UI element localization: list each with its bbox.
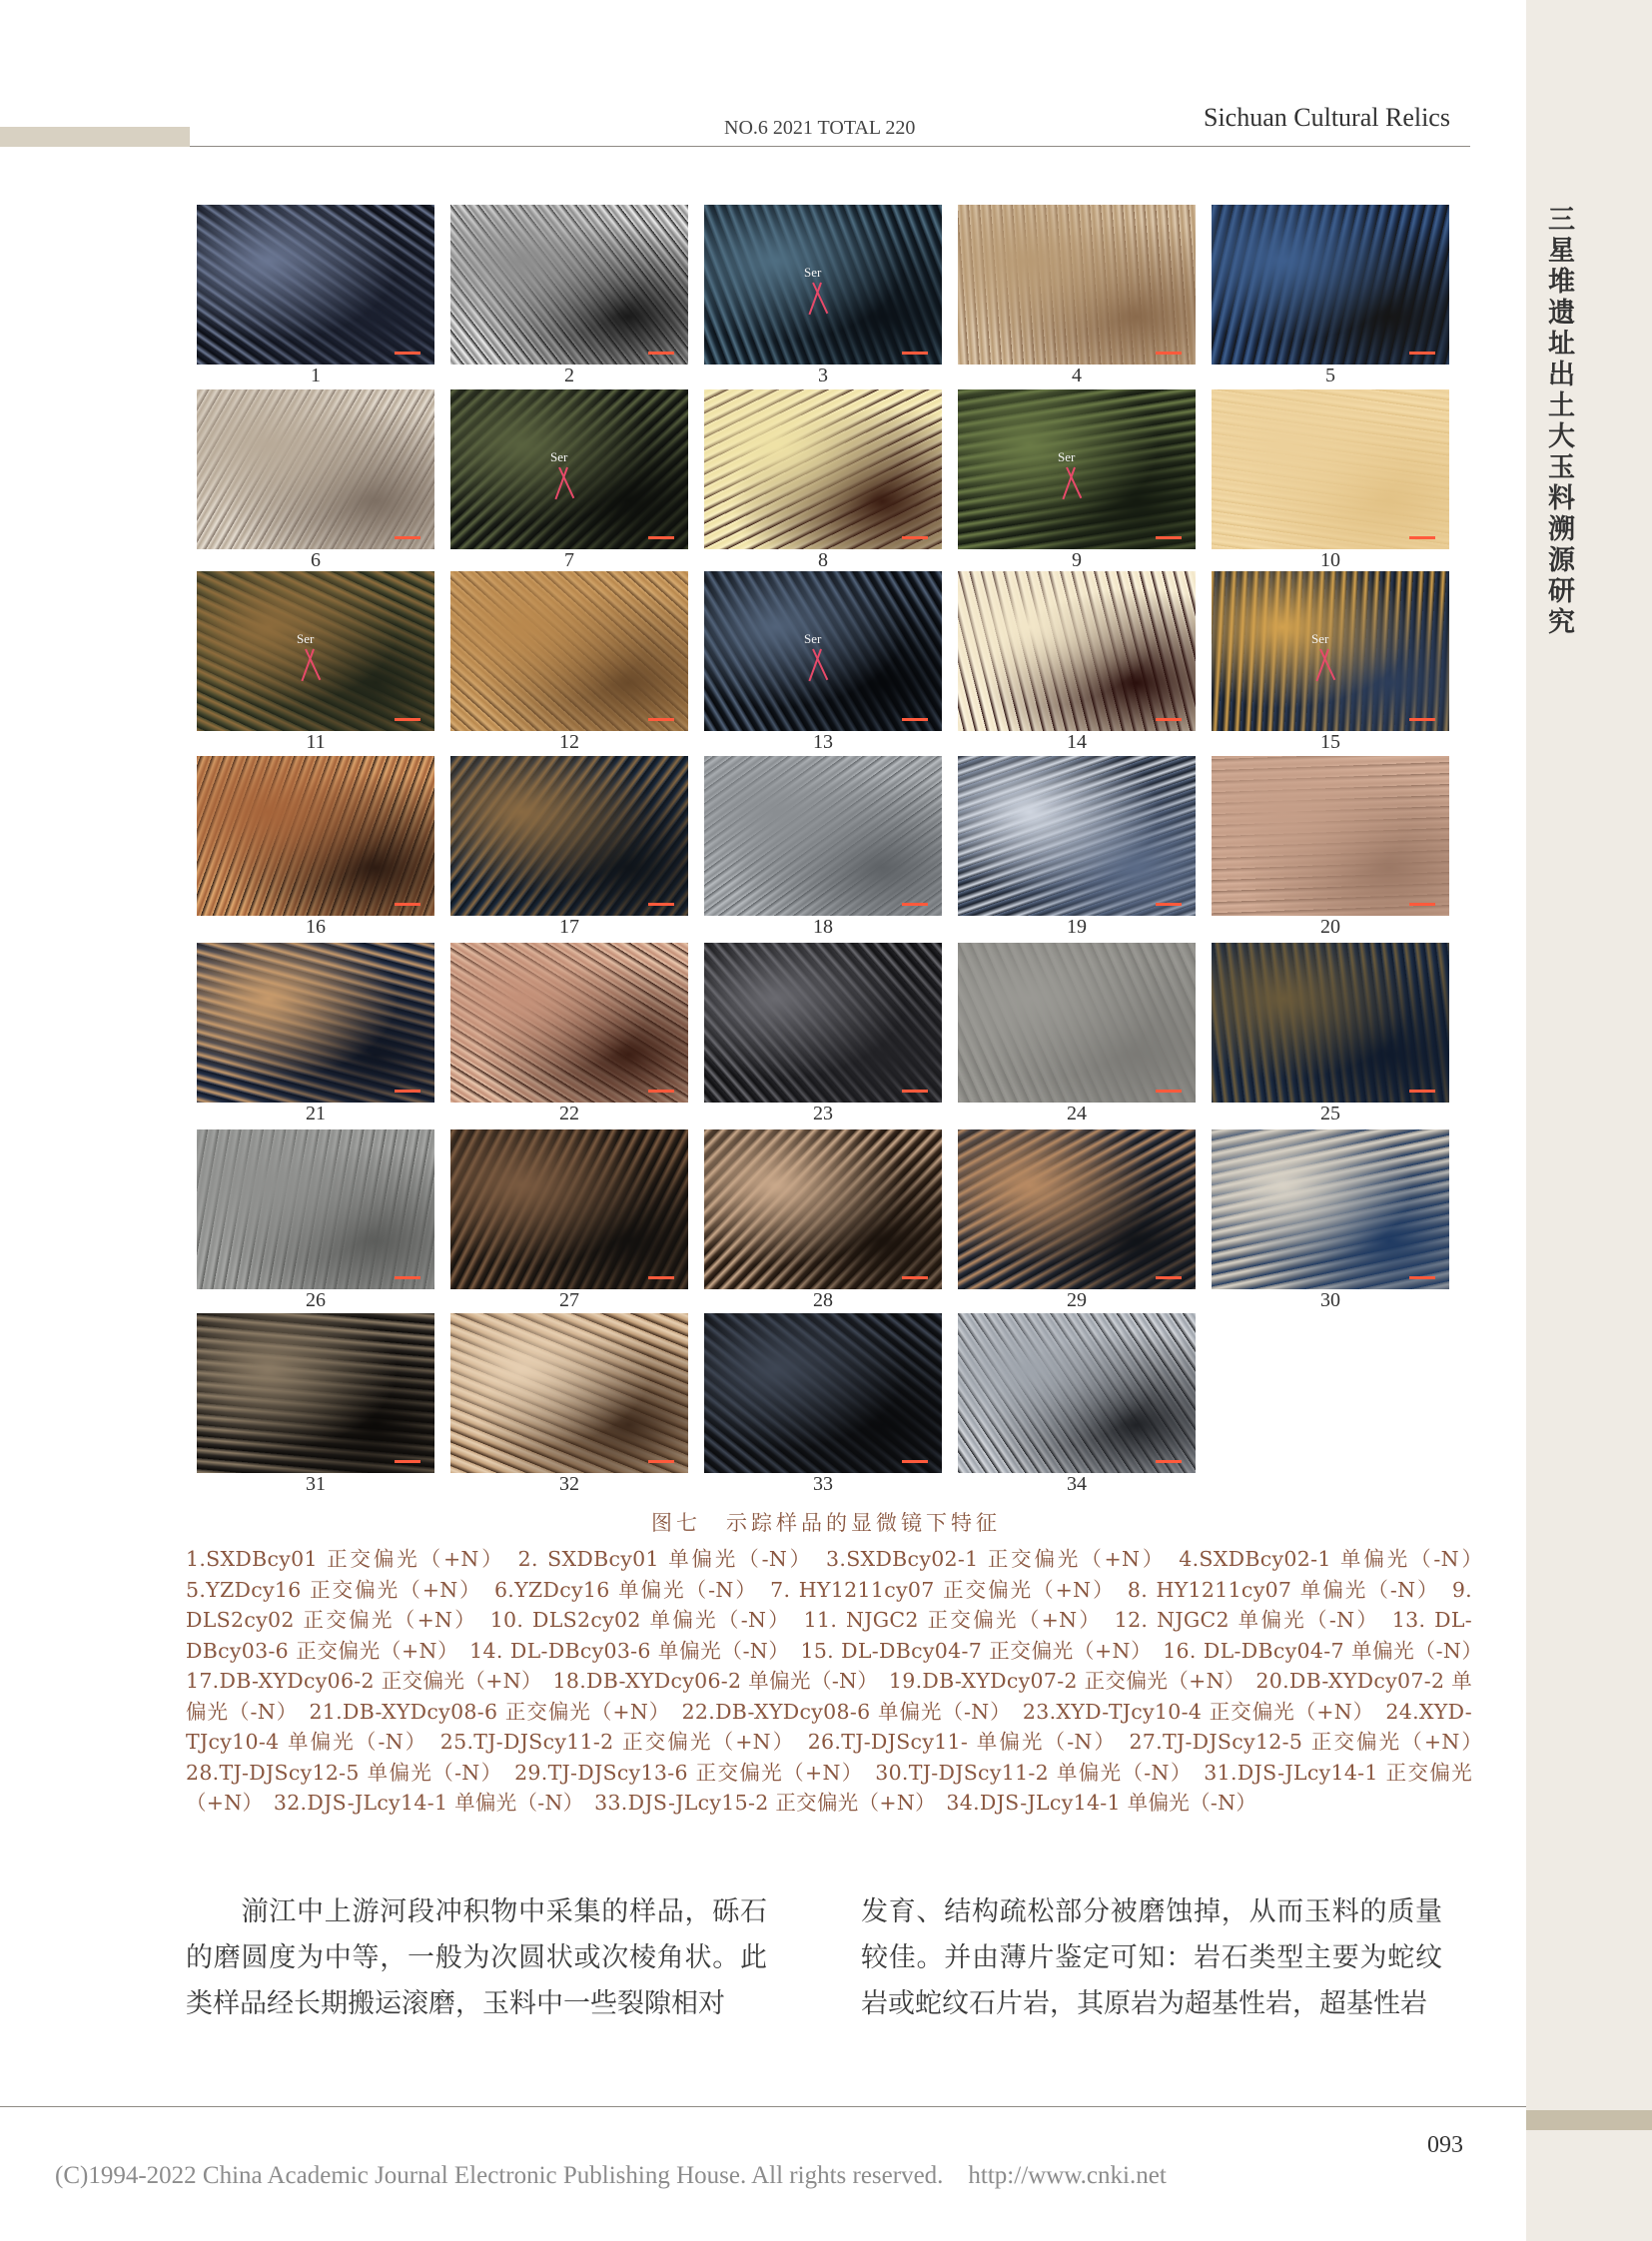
scale-bar: [1409, 718, 1435, 721]
micrograph-panel: [450, 943, 688, 1103]
scale-bar: [395, 536, 420, 539]
micrograph-panel-label: 19: [1067, 916, 1087, 938]
micrograph-panel-label: 24: [1067, 1103, 1087, 1124]
sericite-annotation: Ser: [550, 449, 568, 464]
scale-bar: [1156, 536, 1182, 539]
micrograph-panel: [958, 389, 1196, 549]
micrograph-panel-label: 11: [306, 731, 326, 753]
scale-bar: [902, 1460, 928, 1463]
scale-bar: [1156, 1276, 1182, 1279]
scale-bar: [648, 352, 674, 355]
micrograph-panel-label: 18: [813, 916, 833, 938]
micrograph-panel: [1212, 205, 1449, 365]
sericite-annotation: Ser: [804, 265, 822, 280]
micrograph-panel: [958, 943, 1196, 1103]
micrograph-panel-label: 28: [813, 1289, 833, 1311]
micrograph-panel-label: 12: [559, 731, 579, 753]
micrograph-panel: [1212, 756, 1449, 916]
micrograph-panel: [450, 389, 688, 549]
scale-bar: [1409, 903, 1435, 906]
micrograph-panel: [704, 756, 942, 916]
micrograph-panel: [197, 389, 434, 549]
sericite-annotation: Ser: [1311, 631, 1329, 646]
micrograph-panel-label: 29: [1067, 1289, 1087, 1311]
micrograph-panel: [450, 205, 688, 365]
micrograph-panel: [197, 1313, 434, 1473]
scale-bar: [648, 1460, 674, 1463]
scale-bar: [395, 352, 420, 355]
micrograph-panel-label: 30: [1320, 1289, 1340, 1311]
micrograph-panel: [958, 1313, 1196, 1473]
micrograph-panel: [704, 571, 942, 731]
micrograph-panel: [958, 205, 1196, 365]
micrograph-panel: [450, 571, 688, 731]
micrograph-panel-label: 10: [1320, 549, 1340, 571]
scale-bar: [395, 718, 420, 721]
micrograph-panel-label: 23: [813, 1103, 833, 1124]
figure-caption-notes: 1.SXDBcy01 正交偏光（+N） 2. SXDBcy01 单偏光（-N） 3.SXDBcy02-1 正交偏光（+N） 4.SXDBcy02-1 单偏光（-N） 5.YZDcy16 正交偏光（+N） 6.YZDcy16 单偏光（-N） 7. HY1211cy07 正交偏光（+N） 8. HY1211cy07 单偏光（-N） 9. DLS2cy02 正交偏光（+N） 10. DLS2cy02 单偏光（-N） 11. NJGC2 正交偏光（+N） 12. NJGC2 单偏光（-N） 13. DL-DBcy03-6 正交偏光（+N） 14. DL-DBcy03-6 单偏光（-N） 15. DL-DBcy04-7 正交偏光（+N） 16. DL-DBcy04-7 单偏光（-N） 17.DB-XYDcy06-2 正交偏光（+N） 18.DB-XYDcy06-2 单偏光（-N） 19.DB-XYDcy07-2 正交偏光（+N） 20.DB-XYDcy07-2 单偏光（-N） 21.DB-XYDcy08-6 正交偏光（+N） 22.DB-XYDcy08-6 单偏光（-N） 23.XYD-TJcy10-4 正交偏光（+N） 24.XYD-TJcy10-4 单偏光（-N） 25.TJ-DJScy11-2 正交偏光（+N） 26.TJ-DJScy11- 单偏光（-N） 27.TJ-DJScy12-5 正交偏光（+N） 28.TJ-DJScy12-5 单偏光（-N） 29.TJ-DJScy13-6 正交偏光（+N） 30.TJ-DJScy11-2 单偏光（-N） 31.DJS-JLcy14-1 正交偏光（+N） 32.DJS-JLcy14-1 单偏光（-N） 33.DJS-JLcy15-2 正交偏光（+N） 34.DJS-JLcy14-1 单偏光（-N）: [186, 1547, 1493, 1815]
micrograph-panel: [197, 756, 434, 916]
figure-caption: 图七 示踪样品的显微镜下特征: [651, 1511, 1001, 1535]
page-number: 093: [1427, 2132, 1463, 2158]
micrograph-panel: [958, 1129, 1196, 1289]
scale-bar: [902, 1276, 928, 1279]
micrograph-panel-label: 3: [818, 365, 828, 386]
micrograph-panel-label: 25: [1320, 1103, 1340, 1124]
micrograph-panel-label: 14: [1067, 731, 1087, 753]
scale-bar: [1156, 903, 1182, 906]
micrograph-panel: [450, 1313, 688, 1473]
micrograph-panel: [197, 1129, 434, 1289]
micrograph-panel-label: 20: [1320, 916, 1340, 938]
scale-bar: [395, 1276, 420, 1279]
scale-bar: [1409, 352, 1435, 355]
sericite-annotation: Ser: [297, 631, 315, 646]
scale-bar: [1156, 1460, 1182, 1463]
micrograph-panel-label: 1: [311, 365, 321, 386]
issue-info: NO.6 2021 TOTAL 220: [724, 117, 916, 139]
scale-bar: [1156, 352, 1182, 355]
scale-bar: [902, 903, 928, 906]
scale-bar: [902, 536, 928, 539]
right-margin-band-accent: [1526, 2110, 1652, 2130]
journal-name: Sichuan Cultural Relics: [1204, 103, 1450, 132]
scale-bar: [395, 1090, 420, 1093]
micrograph-panel: [1212, 389, 1449, 549]
micrograph-panel-label: 2: [564, 365, 574, 386]
copyright-notice: (C)1994-2022 China Academic Journal Electronic Publishing House. All rights reserved. http://www.cnki.net: [55, 2162, 1167, 2189]
scale-bar: [902, 1090, 928, 1093]
micrograph-panel-label: 9: [1072, 549, 1082, 571]
scale-bar: [1409, 1276, 1435, 1279]
micrograph-panel-label: 7: [564, 549, 574, 571]
micrograph-panel-label: 15: [1320, 731, 1340, 753]
micrograph-panel-label: 6: [311, 549, 321, 571]
micrograph-panel: [704, 205, 942, 365]
micrograph-panel: [197, 205, 434, 365]
micrograph-panel-label: 17: [559, 916, 579, 938]
micrograph-panel-label: 34: [1067, 1473, 1087, 1495]
header-accent-bar: [0, 127, 190, 147]
micrograph-panel: [450, 756, 688, 916]
scale-bar: [395, 1460, 420, 1463]
scale-bar: [648, 1276, 674, 1279]
micrograph-panel-label: 13: [813, 731, 833, 753]
micrograph-panel-label: 21: [306, 1103, 326, 1124]
micrograph-panel-label: 8: [818, 549, 828, 571]
header-rule: [190, 146, 1470, 147]
scale-bar: [648, 1090, 674, 1093]
micrograph-panel: [1212, 1129, 1449, 1289]
micrograph-panel-label: 16: [306, 916, 326, 938]
scale-bar: [395, 903, 420, 906]
micrograph-panel-label: 27: [559, 1289, 579, 1311]
micrograph-panel: [1212, 943, 1449, 1103]
scale-bar: [1156, 718, 1182, 721]
micrograph-panel: [704, 1129, 942, 1289]
scale-bar: [1156, 1090, 1182, 1093]
micrograph-panel-label: 26: [306, 1289, 326, 1311]
micrograph-panel-label: 22: [559, 1103, 579, 1124]
micrograph-panel-label: 33: [813, 1473, 833, 1495]
micrograph-panel: [704, 943, 942, 1103]
micrograph-panel-label: 4: [1072, 365, 1082, 386]
footer-rule: [0, 2106, 1526, 2107]
scale-bar: [648, 718, 674, 721]
micrograph-panel-label: 5: [1325, 365, 1335, 386]
body-text-right-column: 发育、结构疏松部分被磨蚀掉，从而玉料的质量较佳。并由薄片鉴定可知：岩石类型主要为蛇纹岩或蛇纹石片岩，其原岩为超基性岩，超基性岩: [861, 1896, 1442, 2019]
micrograph-panel: [704, 1313, 942, 1473]
running-side-title: 三星堆遗址出土大玉料溯源研究: [1543, 205, 1574, 638]
micrograph-panel: [450, 1129, 688, 1289]
body-text-left-column: 湔江中上游河段冲积物中采集的样品，砾石的磨圆度为中等，一般为次圆状或次棱角状。此类样品经长期搬运滚磨，玉料中一些裂隙相对: [186, 1896, 767, 2019]
micrograph-panel-label: 32: [559, 1473, 579, 1495]
micrograph-panel: [958, 756, 1196, 916]
micrograph-panel-label: 31: [306, 1473, 326, 1495]
micrograph-panel: [704, 389, 942, 549]
scale-bar: [648, 536, 674, 539]
micrograph-panel: [197, 943, 434, 1103]
scale-bar: [902, 718, 928, 721]
sericite-annotation: Ser: [1058, 449, 1076, 464]
scale-bar: [1409, 536, 1435, 539]
sericite-annotation: Ser: [804, 631, 822, 646]
micrograph-panel: [958, 571, 1196, 731]
scale-bar: [1409, 1090, 1435, 1093]
micrograph-panel: [1212, 571, 1449, 731]
scale-bar: [648, 903, 674, 906]
scale-bar: [902, 352, 928, 355]
micrograph-panel: [197, 571, 434, 731]
